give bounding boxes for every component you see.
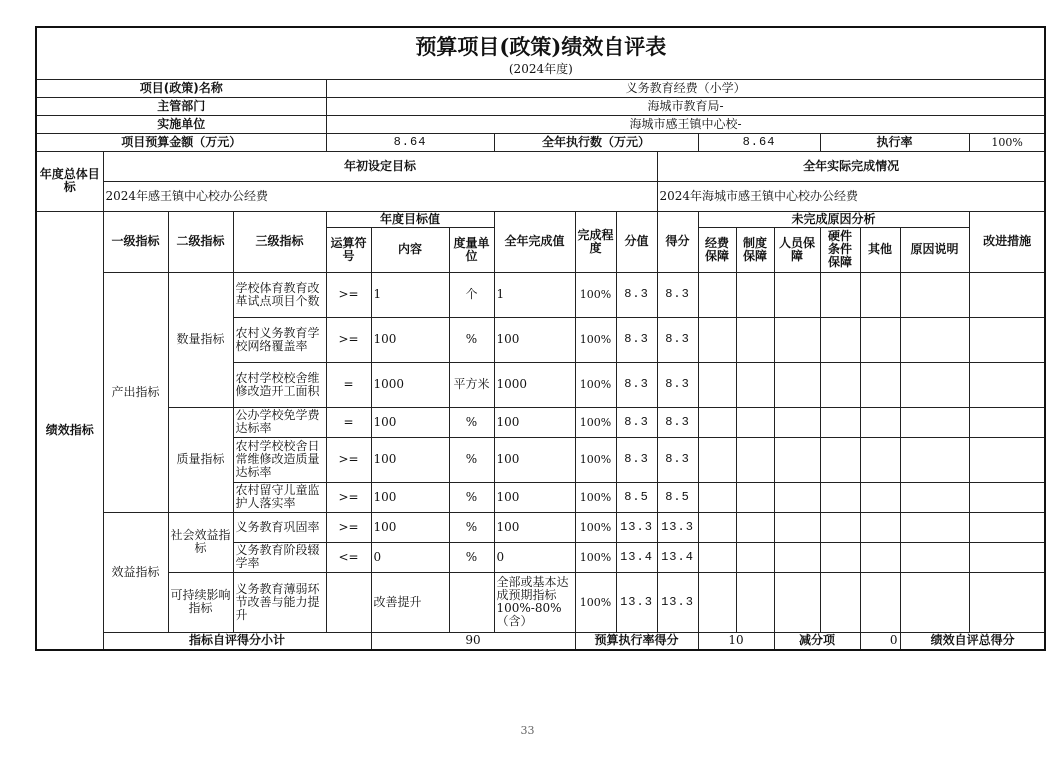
header-l2: 二级指标: [168, 211, 233, 272]
empty-cell: [774, 317, 820, 362]
measure-unit: %: [449, 317, 494, 362]
measure-unit: %: [449, 437, 494, 482]
group-sustain: 可持续影响指标: [168, 572, 233, 632]
initial-goal: 2024年感王镇中心校办公经费: [103, 181, 657, 211]
score: 8.3: [657, 407, 698, 437]
indicator-name: 农村留守儿童监护人落实率: [233, 482, 326, 512]
header-score: 得分: [657, 211, 698, 272]
score: 8.3: [657, 317, 698, 362]
empty-cell: [698, 542, 736, 572]
executed-value: 8.64: [698, 133, 820, 151]
actual-value: 100: [494, 482, 575, 512]
empty-cell: [860, 317, 900, 362]
actual-value: 100: [494, 407, 575, 437]
score: 8.5: [657, 482, 698, 512]
actual-value: 100: [494, 512, 575, 542]
header-r-explain: 原因说明: [900, 227, 969, 272]
score: 13.4: [657, 542, 698, 572]
empty-cell: [698, 362, 736, 407]
measure-unit: [449, 572, 494, 632]
empty-cell: [969, 362, 1045, 407]
empty-cell: [900, 437, 969, 482]
empty-cell: [860, 362, 900, 407]
target-content: 改善提升: [371, 572, 449, 632]
header-l1: 一级指标: [103, 211, 168, 272]
points: 8.5: [616, 482, 657, 512]
evaluation-table: [35, 26, 1046, 651]
header-op: 运算符号: [326, 227, 371, 272]
fiscal-year: (2024年度): [36, 61, 1045, 79]
target-content: 100: [371, 437, 449, 482]
operator: >=: [326, 437, 371, 482]
group-quality: 质量指标: [168, 407, 233, 512]
perf-label: 绩效指标: [36, 211, 103, 650]
empty-cell: [698, 407, 736, 437]
indicator-name: 义务教育巩固率: [233, 512, 326, 542]
score: 13.3: [657, 572, 698, 632]
empty-cell: [698, 317, 736, 362]
points: 8.3: [616, 407, 657, 437]
header-r-staff: 人员保障: [774, 227, 820, 272]
total-label: 绩效自评总得分: [900, 632, 1045, 650]
subtotal-label: 指标自评得分小计: [103, 632, 371, 650]
empty-cell: [820, 362, 860, 407]
target-content: 100: [371, 482, 449, 512]
actual-value: 100: [494, 317, 575, 362]
empty-cell: [969, 542, 1045, 572]
empty-cell: [774, 572, 820, 632]
empty-cell: [969, 437, 1045, 482]
empty-cell: [820, 542, 860, 572]
empty-cell: [698, 272, 736, 317]
empty-cell: [736, 482, 774, 512]
group-output: 产出指标: [103, 272, 168, 512]
empty-cell: [860, 482, 900, 512]
points: 13.4: [616, 542, 657, 572]
empty-cell: [820, 407, 860, 437]
empty-cell: [969, 272, 1045, 317]
empty-cell: [774, 437, 820, 482]
completion: 100%: [575, 542, 616, 572]
operator: >=: [326, 482, 371, 512]
points: 8.3: [616, 317, 657, 362]
score: 8.3: [657, 362, 698, 407]
rate-value: 100%: [969, 133, 1045, 151]
empty-cell: [774, 542, 820, 572]
indicator-name: 学校体育教育改革试点项目个数: [233, 272, 326, 317]
completion: 100%: [575, 482, 616, 512]
operator: >=: [326, 317, 371, 362]
empty-cell: [820, 512, 860, 542]
executed-label: 全年执行数（万元）: [494, 133, 698, 151]
empty-cell: [820, 482, 860, 512]
empty-cell: [774, 512, 820, 542]
subtotal-value: 90: [371, 632, 575, 650]
initial-goal-label: 年初设定目标: [103, 151, 657, 181]
completion: 100%: [575, 572, 616, 632]
actual-goal: 2024年海城市感王镇中心校办公经费: [657, 181, 1045, 211]
target-content: 1000: [371, 362, 449, 407]
indicator-name: 农村学校校舍日常维修改造质量达标率: [233, 437, 326, 482]
empty-cell: [900, 542, 969, 572]
empty-cell: [860, 542, 900, 572]
indicator-name: 公办学校免学费达标率: [233, 407, 326, 437]
deduct-label: 减分项: [774, 632, 860, 650]
empty-cell: [969, 407, 1045, 437]
empty-cell: [860, 437, 900, 482]
completion: 100%: [575, 407, 616, 437]
target-content: 1: [371, 272, 449, 317]
goals-label: 年度总体目标: [36, 151, 103, 211]
empty-cell: [736, 317, 774, 362]
header-completion: 完成程度: [575, 211, 616, 272]
empty-cell: [969, 317, 1045, 362]
empty-cell: [774, 362, 820, 407]
empty-cell: [900, 512, 969, 542]
indicator-name: 农村学校校舍维修改造开工面积: [233, 362, 326, 407]
operator: <=: [326, 542, 371, 572]
group-quantity: 数量指标: [168, 272, 233, 407]
actual-goal-label: 全年实际完成情况: [657, 151, 1045, 181]
empty-cell: [698, 482, 736, 512]
actual-value: 全部或基本达成预期指标100%-80%（含）: [494, 572, 575, 632]
empty-cell: [736, 542, 774, 572]
empty-cell: [860, 572, 900, 632]
empty-cell: [774, 482, 820, 512]
empty-cell: [969, 512, 1045, 542]
deduct-value: 0: [860, 632, 900, 650]
header-reason-group: 未完成原因分析: [698, 211, 969, 227]
empty-cell: [698, 572, 736, 632]
unit-label: 实施单位: [36, 115, 326, 133]
empty-cell: [774, 407, 820, 437]
points: 8.3: [616, 272, 657, 317]
table-row: [36, 572, 1045, 632]
actual-value: 1: [494, 272, 575, 317]
group-social: 社会效益指标: [168, 512, 233, 572]
evaluation-form: [35, 26, 1044, 651]
measure-unit: %: [449, 482, 494, 512]
project-name-label: 项目(政策)名称: [36, 79, 326, 97]
header-l3: 三级指标: [233, 211, 326, 272]
empty-cell: [900, 407, 969, 437]
measure-unit: 平方米: [449, 362, 494, 407]
empty-cell: [900, 272, 969, 317]
points: 13.3: [616, 512, 657, 542]
operator: =: [326, 362, 371, 407]
empty-cell: [736, 272, 774, 317]
empty-cell: [736, 512, 774, 542]
header-r-funds: 经费保障: [698, 227, 736, 272]
target-content: 100: [371, 407, 449, 437]
actual-value: 1000: [494, 362, 575, 407]
completion: 100%: [575, 317, 616, 362]
points: 8.3: [616, 437, 657, 482]
indicator-name: 义务教育薄弱环节改善与能力提升: [233, 572, 326, 632]
empty-cell: [969, 572, 1045, 632]
points: 8.3: [616, 362, 657, 407]
actual-value: 0: [494, 542, 575, 572]
empty-cell: [820, 572, 860, 632]
rate-label: 执行率: [820, 133, 969, 151]
empty-cell: [774, 272, 820, 317]
target-content: 0: [371, 542, 449, 572]
empty-cell: [900, 362, 969, 407]
header-actual: 全年完成值: [494, 211, 575, 272]
measure-unit: 个: [449, 272, 494, 317]
empty-cell: [698, 512, 736, 542]
page-number: 33: [520, 724, 535, 737]
empty-cell: [860, 272, 900, 317]
empty-cell: [860, 512, 900, 542]
empty-cell: [736, 437, 774, 482]
header-content: 内容: [371, 227, 449, 272]
target-content: 100: [371, 317, 449, 362]
operator: =: [326, 407, 371, 437]
page-title: 预算项目(政策)绩效自评表: [36, 27, 1045, 61]
empty-cell: [820, 317, 860, 362]
exec-score-label: 预算执行率得分: [575, 632, 698, 650]
header-target-group: 年度目标值: [326, 211, 494, 227]
completion: 100%: [575, 362, 616, 407]
completion: 100%: [575, 437, 616, 482]
target-content: 100: [371, 512, 449, 542]
header-unit: 度量单位: [449, 227, 494, 272]
empty-cell: [860, 407, 900, 437]
empty-cell: [900, 317, 969, 362]
indicator-name: 农村义务教育学校网络覆盖率: [233, 317, 326, 362]
score: 8.3: [657, 437, 698, 482]
indicator-name: 义务教育阶段辍学率: [233, 542, 326, 572]
header-r-system: 制度保障: [736, 227, 774, 272]
unit-value: 海城市感王镇中心校-: [326, 115, 1045, 133]
measure-unit: %: [449, 542, 494, 572]
empty-cell: [900, 482, 969, 512]
operator: >=: [326, 512, 371, 542]
empty-cell: [969, 482, 1045, 512]
project-name: 义务教育经费（小学）: [326, 79, 1045, 97]
operator: [326, 572, 371, 632]
score: 8.3: [657, 272, 698, 317]
empty-cell: [698, 437, 736, 482]
measure-unit: %: [449, 512, 494, 542]
exec-score-value: 10: [698, 632, 774, 650]
empty-cell: [820, 437, 860, 482]
empty-cell: [900, 572, 969, 632]
table-row: [36, 272, 1045, 317]
header-r-other: 其他: [860, 227, 900, 272]
table-row: [36, 407, 1045, 437]
empty-cell: [820, 272, 860, 317]
header-points: 分值: [616, 211, 657, 272]
empty-cell: [736, 407, 774, 437]
dept-value: 海城市教育局-: [326, 97, 1045, 115]
completion: 100%: [575, 272, 616, 317]
header-measures: 改进措施: [969, 211, 1045, 272]
score: 13.3: [657, 512, 698, 542]
empty-cell: [736, 572, 774, 632]
budget-label: 项目预算金额（万元）: [36, 133, 326, 151]
dept-label: 主管部门: [36, 97, 326, 115]
actual-value: 100: [494, 437, 575, 482]
points: 13.3: [616, 572, 657, 632]
empty-cell: [736, 362, 774, 407]
group-benefit: 效益指标: [103, 512, 168, 632]
completion: 100%: [575, 512, 616, 542]
operator: >=: [326, 272, 371, 317]
table-row: [36, 512, 1045, 542]
measure-unit: %: [449, 407, 494, 437]
header-r-hardware: 硬件条件保障: [820, 227, 860, 272]
budget-value: 8.64: [326, 133, 494, 151]
